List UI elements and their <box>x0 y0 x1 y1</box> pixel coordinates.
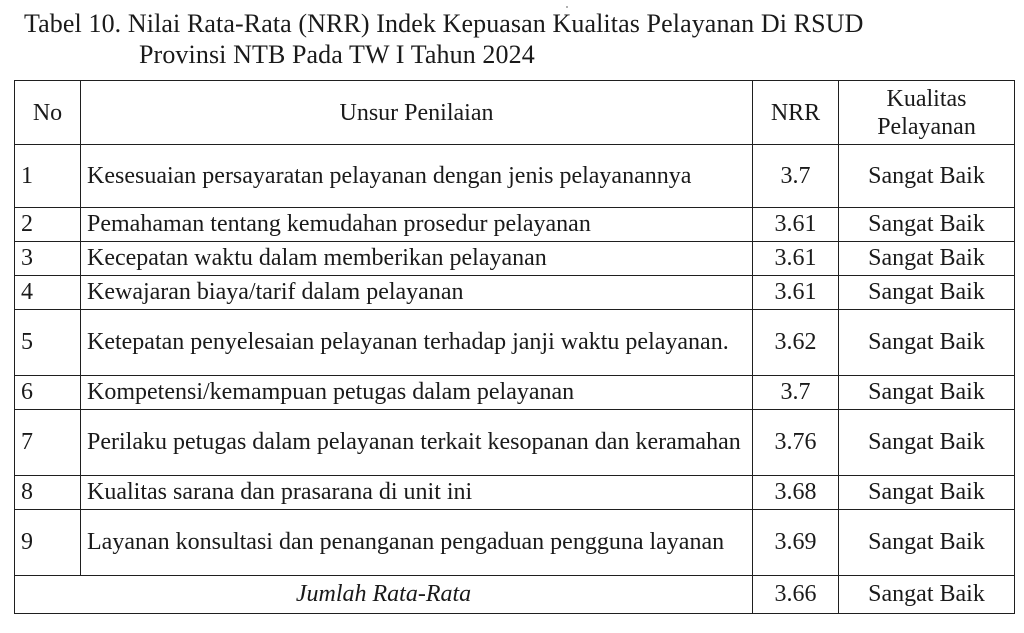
cell-nrr: 3.7 <box>753 376 839 410</box>
cell-unsur: Ketepatan penyelesaian pelayanan terhadap janji waktu pelayanan. <box>81 310 753 376</box>
table-footer-row <box>15 576 1015 614</box>
cell-unsur: Kewajaran biaya/tarif dalam pelayanan <box>81 276 753 310</box>
cell-nrr: 3.68 <box>753 476 839 510</box>
cell-unsur: Kesesuaian persayaratan pelayanan dengan jenis pelayanannya <box>81 145 753 208</box>
cell-nrr: 3.62 <box>753 310 839 376</box>
cell-no: 8 <box>15 476 81 510</box>
cell-unsur: Kompetensi/kemampuan petugas dalam pelayanan <box>81 376 753 410</box>
cell-kualitas: Sangat Baik <box>839 276 1015 310</box>
cell-nrr: 3.7 <box>753 145 839 208</box>
cell-kualitas: Sangat Baik <box>839 145 1015 208</box>
header-nrr: NRR <box>753 81 839 145</box>
header-kualitas-line-1: Kualitas <box>886 85 967 112</box>
cell-no: 1 <box>15 145 81 208</box>
header-kualitas-line-2: Pelayanan <box>877 113 976 140</box>
cell-kualitas: Sangat Baik <box>839 410 1015 476</box>
cell-kualitas: Sangat Baik <box>839 510 1015 576</box>
cell-no: 2 <box>15 208 81 242</box>
table-row <box>15 242 1015 276</box>
table-row <box>15 310 1015 376</box>
table-row <box>15 276 1015 310</box>
cell-no: 9 <box>15 510 81 576</box>
table-row <box>15 410 1015 476</box>
cell-unsur: Kecepatan waktu dalam memberikan pelayanan <box>81 242 753 276</box>
cell-nrr: 3.61 <box>753 242 839 276</box>
cell-nrr: 3.61 <box>753 276 839 310</box>
cell-kualitas: Sangat Baik <box>839 376 1015 410</box>
cell-unsur: Perilaku petugas dalam pelayanan terkait kesopanan dan keramahan <box>81 410 753 476</box>
table-caption <box>24 8 1014 70</box>
cell-no: 4 <box>15 276 81 310</box>
cell-kualitas: Sangat Baik <box>839 310 1015 376</box>
table-row <box>15 208 1015 242</box>
cell-no: 5 <box>15 310 81 376</box>
cell-no: 6 <box>15 376 81 410</box>
caption-line-2: Provinsi NTB Pada TW I Tahun 2024 <box>139 40 535 69</box>
cell-unsur: Layanan konsultasi dan penanganan pengaduan pengguna layanan <box>81 510 753 576</box>
cell-no: 3 <box>15 242 81 276</box>
cell-nrr: 3.69 <box>753 510 839 576</box>
table-row <box>15 376 1015 410</box>
table-header-row <box>15 81 1015 145</box>
cell-no: 7 <box>15 410 81 476</box>
footer-label: Jumlah Rata-Rata <box>15 576 753 614</box>
header-kualitas <box>839 81 1015 145</box>
footer-kualitas: Sangat Baik <box>839 576 1015 614</box>
table-row <box>15 510 1015 576</box>
cell-kualitas: Sangat Baik <box>839 242 1015 276</box>
header-unsur: Unsur Penilaian <box>81 81 753 145</box>
header-no: No <box>15 81 81 145</box>
nrr-table <box>14 80 1015 614</box>
cell-unsur: Kualitas sarana dan prasarana di unit ini <box>81 476 753 510</box>
cell-nrr: 3.76 <box>753 410 839 476</box>
cell-nrr: 3.61 <box>753 208 839 242</box>
cell-unsur: Pemahaman tentang kemudahan prosedur pelayanan <box>81 208 753 242</box>
cell-kualitas: Sangat Baik <box>839 476 1015 510</box>
table-row <box>15 145 1015 208</box>
caption-line-1: Tabel 10. Nilai Rata-Rata (NRR) Indek Kepuasan Kualitas Pelayanan Di RSUD <box>24 9 864 38</box>
footer-nrr: 3.66 <box>753 576 839 614</box>
cell-kualitas: Sangat Baik <box>839 208 1015 242</box>
table-row <box>15 476 1015 510</box>
